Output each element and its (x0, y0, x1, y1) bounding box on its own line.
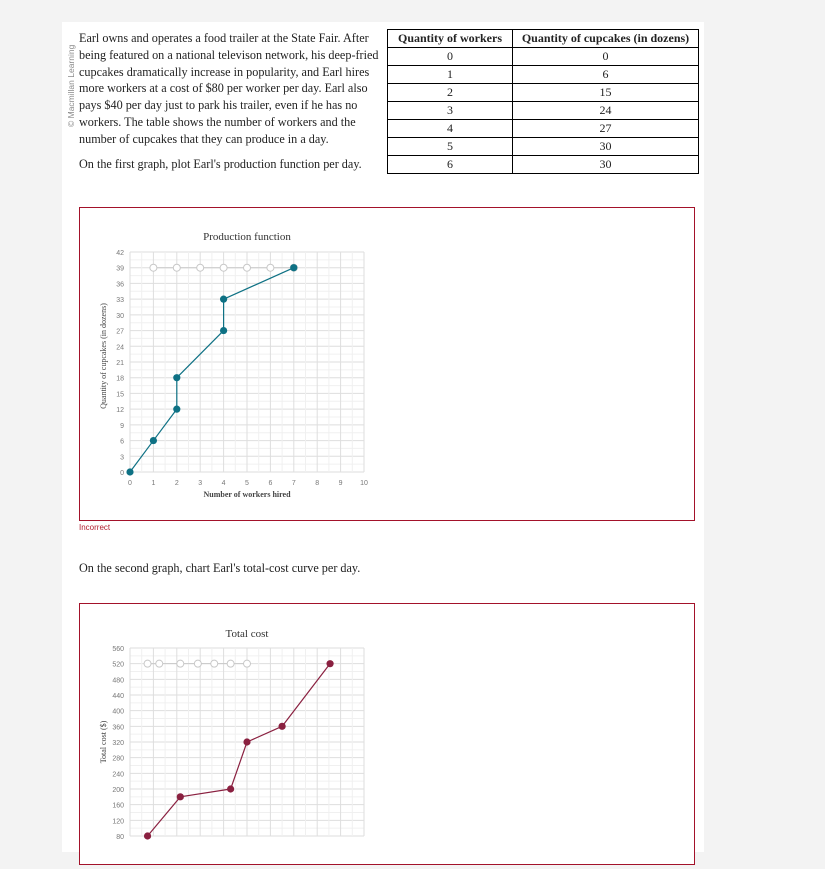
y-tick-label: 0 (120, 470, 124, 477)
feedback-incorrect: Incorrect (79, 523, 111, 532)
copyright-credit (63, 36, 77, 136)
x-tick-label: 0 (128, 480, 132, 487)
data-point[interactable] (326, 660, 333, 667)
header-workers: Quantity of workers (388, 30, 513, 48)
data-point[interactable] (150, 437, 157, 444)
data-point[interactable] (243, 738, 250, 745)
y-axis-label: Quantity of cupcakes (in dozens) (99, 303, 108, 409)
cell-cupcakes: 30 (513, 138, 699, 156)
table-row (388, 66, 699, 84)
x-axis-label: Number of workers hired (203, 490, 291, 499)
x-tick-label: 2 (174, 480, 179, 487)
cell-cupcakes: 30 (513, 156, 699, 174)
y-tick-label: 360 (112, 724, 124, 732)
y-tick-label: 560 (112, 646, 124, 653)
palette-point (150, 264, 157, 271)
x-tick-label: 7 (291, 480, 296, 487)
y-tick-label: 120 (112, 818, 124, 826)
table-header-row (388, 30, 699, 48)
y-tick-label: 440 (112, 693, 124, 700)
cell-workers: 3 (388, 102, 513, 120)
series-segment (148, 797, 181, 836)
data-point[interactable] (220, 327, 227, 334)
cell-workers: 5 (388, 138, 513, 156)
table-row (388, 138, 699, 156)
x-tick-label: 6 (268, 480, 273, 487)
palette-point (194, 660, 201, 667)
data-point[interactable] (290, 264, 297, 271)
total-cost-graph-panel[interactable] (79, 603, 695, 865)
table-row (388, 120, 699, 138)
question-intro: Earl owns and operates a food trailer at the State Fair. After being featured on a national televison network, his deep-fried cupcakes dramatically increase in popularity, and Earl hires more workers at a cost of $80 per worker per day. Earl also pays $40 per day just to park his trailer, even if he has no workers. The table shows the number of workers and the number of cupcakes that they can produce in a day. (79, 31, 379, 146)
data-point[interactable] (220, 296, 227, 303)
chart-title: Production function (203, 231, 291, 243)
y-tick-label: 30 (116, 312, 124, 320)
y-tick-label: 39 (116, 265, 124, 273)
y-tick-label: 320 (112, 740, 124, 747)
data-point[interactable] (144, 832, 151, 839)
data-point[interactable] (126, 468, 133, 475)
y-tick-label: 6 (120, 438, 124, 446)
y-tick-label: 42 (116, 250, 124, 257)
y-axis-label: Total cost ($) (99, 720, 108, 764)
x-tick-label: 5 (245, 480, 249, 487)
cell-workers: 6 (388, 156, 513, 174)
production-function-chart[interactable] (80, 208, 694, 520)
cell-workers: 1 (388, 66, 513, 84)
data-point[interactable] (279, 723, 286, 730)
table-row (388, 102, 699, 120)
x-tick-label: 3 (198, 480, 203, 487)
palette-point (211, 660, 218, 667)
y-tick-label: 36 (116, 281, 124, 289)
data-point[interactable] (173, 406, 180, 413)
y-tick-label: 24 (116, 344, 124, 352)
cell-workers: 4 (388, 120, 513, 138)
y-tick-label: 9 (120, 422, 124, 430)
x-tick-label: 4 (221, 480, 226, 487)
palette-point (144, 660, 151, 667)
instruction-total-cost: On the second graph, chart Earl's total-cost curve per day. (79, 561, 361, 575)
chart-title: Total cost (225, 628, 269, 640)
y-tick-label: 400 (112, 708, 124, 716)
y-tick-label: 280 (112, 755, 124, 763)
cell-cupcakes: 15 (513, 84, 699, 102)
y-tick-label: 480 (112, 677, 124, 685)
data-point[interactable] (177, 793, 184, 800)
cell-workers: 0 (388, 48, 513, 66)
series-segment (180, 789, 230, 797)
y-tick-label: 12 (116, 407, 124, 415)
y-tick-label: 160 (112, 802, 124, 810)
palette-point (267, 264, 274, 271)
palette-point (173, 264, 180, 271)
workers-cupcakes-table (387, 29, 699, 174)
y-tick-label: 18 (116, 375, 124, 383)
x-tick-label: 10 (360, 480, 368, 487)
cell-cupcakes: 0 (513, 48, 699, 66)
cell-cupcakes: 6 (513, 66, 699, 84)
cell-cupcakes: 24 (513, 102, 699, 120)
palette-point (244, 264, 251, 271)
palette-point (197, 264, 204, 271)
y-tick-label: 21 (116, 360, 124, 367)
palette-point (177, 660, 184, 667)
y-tick-label: 3 (120, 454, 124, 462)
production-graph-panel[interactable] (79, 207, 695, 521)
data-point[interactable] (173, 374, 180, 381)
y-tick-label: 80 (116, 834, 124, 841)
palette-point (227, 660, 234, 667)
x-tick-label: 1 (151, 480, 156, 487)
instruction-production: On the first graph, plot Earl's production function per day. (79, 157, 362, 171)
data-point[interactable] (227, 785, 234, 792)
y-tick-label: 200 (112, 787, 124, 794)
x-tick-label: 9 (338, 480, 343, 487)
x-tick-label: 8 (315, 480, 320, 487)
y-tick-label: 240 (112, 771, 124, 779)
cell-workers: 2 (388, 84, 513, 102)
palette-point (220, 264, 227, 271)
palette-point (244, 660, 251, 667)
y-tick-label: 520 (112, 661, 124, 669)
total-cost-chart[interactable] (80, 604, 694, 864)
y-tick-label: 33 (116, 297, 124, 305)
y-tick-label: 27 (116, 328, 124, 336)
header-cupcakes: Quantity of cupcakes (in dozens) (513, 30, 699, 48)
table-row (388, 156, 699, 174)
palette-point (156, 660, 163, 667)
y-tick-label: 15 (116, 391, 124, 399)
credit-text: © Macmillan Learning (66, 44, 76, 127)
cell-cupcakes: 27 (513, 120, 699, 138)
table-row (388, 48, 699, 66)
table-row (388, 84, 699, 102)
